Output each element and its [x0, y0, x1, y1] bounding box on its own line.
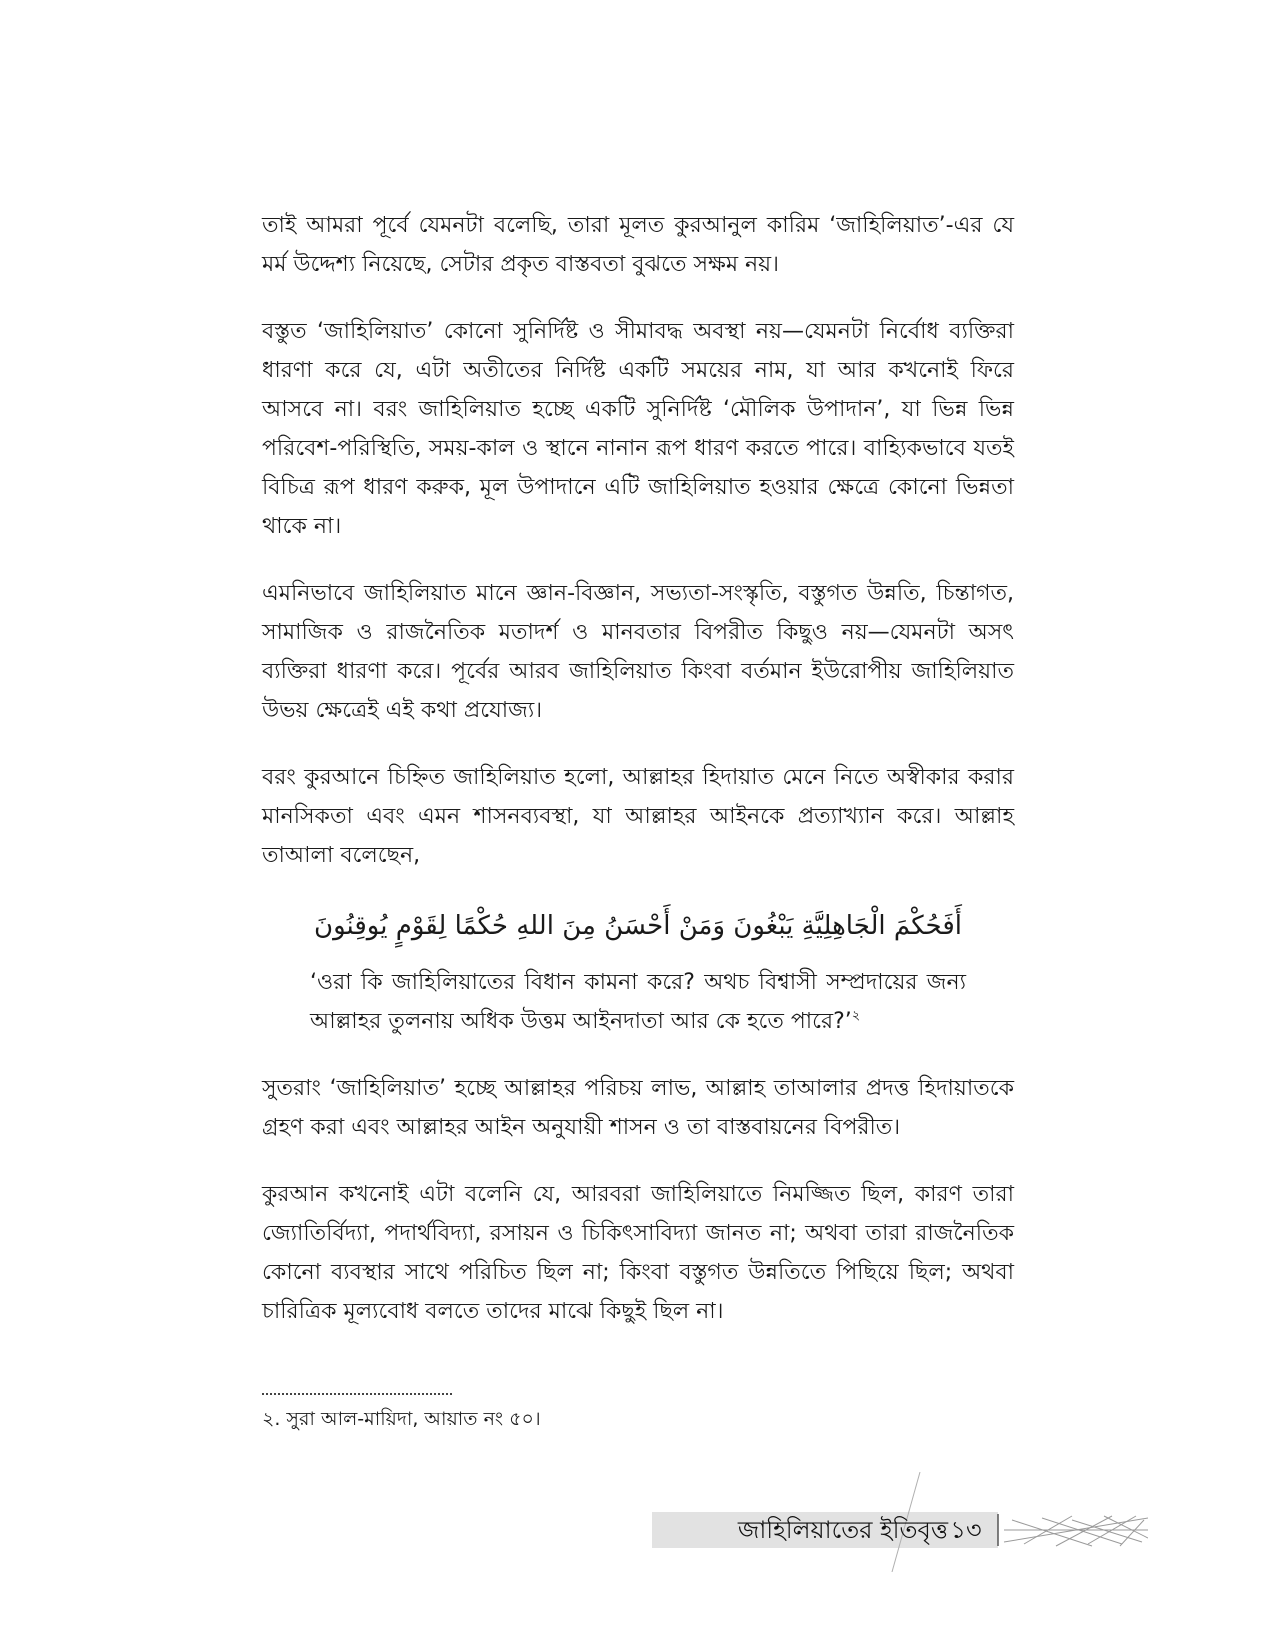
- paragraph-2: বস্তুত ‘জাহিলিয়াত’ কোনো সুনির্দিষ্ট ও সীমাবদ্ধ অবস্থা নয়—যেমনটা নির্বোধ ব্যক্তিরা ধারণা করে যে, এটা অতীতের নির্দিষ্ট একটি সময়ের নাম, যা আর কখনোই ফিরে আসবে না। বরং জাহিলিয়াত হচ্ছে একটি সুনির্দিষ্ট ‘মৌলিক উপাদান’, যা ভিন্ন ভিন্ন পরিবেশ-পরিস্থিতি, সময়-কাল ও স্থানে নানান রূপ ধারণ করতে পারে। বাহ্যিকভাবে যতই বিচিত্র রূপ ধারণ করুক, মূল উপাদানে এটি জাহিলিয়াত হওয়ার ক্ষেত্রে কোনো ভিন্নতা থাকে না।: [262, 319, 1014, 539]
- paragraph-4: বরং কুরআনে চিহ্নিত জাহিলিয়াত হলো, আল্লাহর হিদায়াত মেনে নিতে অস্বীকার করার মানসিকতা এবং এমন শাসনব্যবস্থা, যা আল্লাহর আইনকে প্রত্যাখ্যান করে। আল্লাহ তাআলা বলেছেন,: [262, 765, 1014, 868]
- quote-text: ‘ওরা কি জাহিলিয়াতের বিধান কামনা করে? অথচ বিশ্বাসী সম্প্রদায়ের জন্য আল্লাহর তুলনায় অধিক উত্তম আইনদাতা আর কে হতে পারে?’: [310, 970, 966, 1034]
- arabic-verse: أَفَحُكْمَ الْجَاهِلِيَّةِ يَبْغُونَ وَمَنْ أَحْسَنُ مِنَ اللهِ حُكْمًا لِقَوْمٍ يُوقِنُونَ: [313, 911, 962, 941]
- paragraph-1: তাই আমরা পূর্বে যেমনটা বলেছি, তারা মূলত কুরআনুল কারিম ‘জাহিলিয়াত’-এর যে মর্ম উদ্দেশ্য নিয়েছে, সেটার প্রকৃত বাস্তবতা বুঝতে সক্ষম নয়।: [262, 213, 1014, 277]
- footnote-divider: [262, 1393, 452, 1395]
- page-body: [262, 206, 1014, 1359]
- page-footer: [652, 1512, 1148, 1548]
- footnote: ২. সুরা আল-মায়িদা, আয়াত নং ৫০।: [262, 1408, 541, 1430]
- paragraph-3: এমনিভাবে জাহিলিয়াত মানে জ্ঞান-বিজ্ঞান, সভ্যতা-সংস্কৃতি, বস্তুগত উন্নতি, চিন্তাগত, সামাজিক ও রাজনৈতিক মতাদর্শ ও মানবতার বিপরীত কিছুও নয়—যেমনটা অসৎ ব্যক্তিরা ধারণা করে। পূর্বের আরব জাহিলিয়াত কিংবা বর্তমান ইউরোপীয় জাহিলিয়াত উভয় ক্ষেত্রেই এই কথা প্রযোজ্য।: [262, 581, 1014, 723]
- paragraph-6: কুরআন কখনোই এটা বলেনি যে, আরবরা জাহিলিয়াতে নিমজ্জিত ছিল, কারণ তারা জ্যোতির্বিদ্যা, পদার্থবিদ্যা, রসায়ন ও চিকিৎসাবিদ্যা জানত না; অথবা তারা রাজনৈতিক কোনো ব্যবস্থার সাথে পরিচিত ছিল না; কিংবা বস্তুগত উন্নতিতে পিছিয়ে ছিল; অথবা চারিত্রিক মূল্যবোধ বলতে তাদের মাঝে কিছুই ছিল না।: [262, 1182, 1014, 1324]
- running-title: জাহিলিয়াতের ইতিবৃত্ত: [737, 1516, 948, 1544]
- page-number: ১৩: [950, 1516, 982, 1544]
- paragraph-5: সুতরাং ‘জাহিলিয়াত’ হচ্ছে আল্লাহর পরিচয় লাভ, আল্লাহ তাআলার প্রদত্ত হিদায়াতকে গ্রহণ করা এবং আল্লাহর আইন অনুযায়ী শাসন ও তা বাস্তবায়নের বিপরীত।: [262, 1076, 1014, 1140]
- verse-translation-quote: [310, 963, 966, 1041]
- footnote-marker: ২: [851, 1008, 861, 1024]
